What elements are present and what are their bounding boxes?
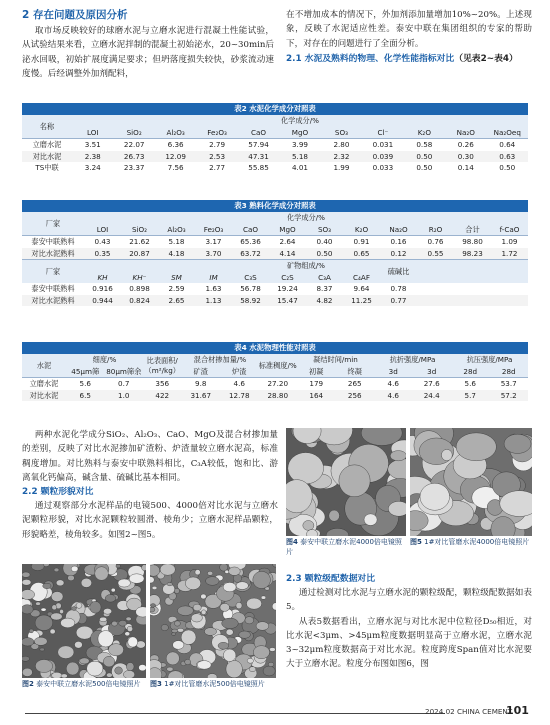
table-3-cell: 0.824 [121, 295, 158, 307]
section-2-3-paragraph-2: 从表5数据看出，立磨水泥与对比水泥中位粒径D₅₀相近，对比水泥<3μm、>45μm粒度数据明显高于立磨水泥，立磨水泥3~32μm粒度数据高于对比水泥。粒度跨度Span值对比水泥要大于立磨水泥。粒度分布图如图6，图 [286, 616, 532, 670]
table-3-modulus-header: SM [158, 272, 195, 284]
table-3-cell: 21.62 [121, 236, 158, 248]
footer-rule [25, 713, 445, 714]
table-2-cell: 3.24 [84, 163, 101, 173]
table-4-cell: 27.6 [413, 378, 452, 390]
table-3-cell: 0.35 [84, 248, 121, 260]
table-4-set-a: 初凝 [297, 366, 336, 378]
table-4-mix-a: 矿渣 [182, 366, 221, 378]
table-4-sieve80: 80μm筛余 [106, 366, 142, 376]
figure-5-photo [410, 428, 532, 536]
footer-journal: 2024.02 CHINA CEMENT [425, 707, 513, 716]
table-3-cell: 8.37 [316, 284, 333, 294]
table-3-cell: 19.24 [277, 284, 298, 294]
table-4-cell: 0.7 [105, 378, 144, 390]
section-2-3-column [286, 572, 532, 672]
table-4-cell: 1.0 [105, 390, 144, 402]
table-3-row-name: 泰安中联熟料 [31, 284, 75, 294]
table-4-row [22, 390, 528, 402]
table-2-header: Cl⁻ [362, 127, 403, 139]
table-4-cell: 164 [297, 390, 336, 402]
table-3-cell: 58.92 [232, 295, 269, 307]
section-2-2-heading: 2.2 颗粒形貌对比 [22, 487, 94, 498]
table-2-row [22, 162, 528, 174]
table-3-cell: 1.13 [195, 295, 232, 307]
table-2-cell: 6.36 [155, 139, 196, 151]
table-2-cell: 0.58 [404, 139, 445, 151]
analysis-paragraph: 两种水泥化学成分SiO₂、Al₂O₃、CaO、MgO及混合材掺加量的差别，反映了对比水泥掺加矿渣粉、炉渣量较立磨水泥高，标准稠度增加。对比熟料与泰安中联熟料相比，C₃A较低，饱和比、游离氧化钙偏高，碱含量、硫碱比基本相同。 [22, 430, 278, 483]
table-3-header: LOI [84, 224, 121, 236]
section-2-1-ref: （见表2~表4） [454, 53, 518, 64]
table-3-cell: 0.50 [306, 248, 343, 260]
table-3-header: Fe₂O₃ [195, 224, 232, 236]
table-2-cell: 4.01 [291, 163, 308, 173]
table-4-cell: 265 [336, 378, 375, 390]
table-3 [22, 200, 528, 306]
table-3-mineral-header: C₄AF [343, 272, 380, 284]
table-4-set-header: 凝结时间/min [297, 354, 374, 366]
table-3-header: Al₂O₃ [158, 224, 195, 236]
table-3-row-name: 对比水泥熟料 [22, 248, 84, 260]
table-3-cell: 0.76 [417, 236, 454, 248]
table-3-cell: 2.65 [158, 295, 195, 307]
table-2-cell: 3.51 [72, 139, 113, 151]
table-3-header: f-CaO [491, 224, 528, 236]
table-2-cell: 22.07 [113, 139, 154, 151]
table-4-sa-header: 比表面积/（m²/kg） [143, 354, 182, 378]
table-2-cell: 5.18 [279, 151, 320, 163]
table-4-cement-header: 水泥 [22, 354, 66, 378]
table-2-header: Al₂O₃ [155, 127, 196, 139]
table-3-cell: 9.64 [353, 284, 370, 294]
table-4-cell: 5.7 [451, 390, 490, 402]
table-2-cell: 2.32 [321, 151, 362, 163]
table-4-cell: 5.6 [66, 378, 105, 390]
table-3-header: R₂O [417, 224, 454, 236]
table-4-fineness-header: 细度/% [66, 354, 143, 366]
table-3-cell: 20.87 [121, 248, 158, 260]
table-3-header: MgO [269, 224, 306, 236]
table-4-comp-3d: 28d [451, 366, 490, 378]
table-2-header: K₂O [404, 127, 445, 139]
table-4-row-name: 立磨水泥 [22, 378, 66, 390]
table-3-cell: 11.25 [343, 295, 380, 307]
table-3-row-name: 泰安中联熟料 [22, 236, 84, 248]
table-4-cell: 6.5 [66, 390, 105, 402]
table-3-cell: 0.65 [343, 248, 380, 260]
table-2-cell: 57.94 [238, 139, 279, 151]
page-number: 101 [506, 704, 529, 717]
table-3-cell: 4.18 [158, 248, 195, 260]
table-2-cell: 1.99 [333, 163, 350, 173]
table-2-cell: 0.63 [487, 151, 528, 163]
table-3-cell: 1.63 [205, 284, 222, 294]
intro-left-column [22, 8, 274, 81]
table-4-sieve45: 45μm筛 [66, 366, 105, 378]
table-3-header: 合计 [454, 224, 491, 236]
table-4-mix-header: 混合材掺加量/% [182, 354, 259, 366]
table-3-cell: 0.898 [129, 284, 150, 294]
table-2-cell: 2.77 [209, 163, 226, 173]
table-2-row-name: 对比水泥 [22, 151, 72, 163]
table-2-name-header: 名称 [22, 115, 72, 139]
table-3-cell: 1.09 [491, 236, 528, 248]
table-4-caption: 表4 水泥物理性能对照表 [22, 342, 528, 354]
table-3-factory-header-2: 厂家 [22, 260, 84, 284]
table-4-cell: 24.4 [413, 390, 452, 402]
table-4-cell: 57.2 [490, 390, 529, 402]
table-2-group-header: 化学成分/% [72, 115, 528, 127]
table-4-grid [22, 354, 528, 401]
table-3-cell: 0.40 [306, 236, 343, 248]
figure-4-photo [286, 428, 406, 536]
table-2-caption: 表2 水泥化学成分对照表 [22, 103, 528, 115]
table-2-header: SO₃ [321, 127, 362, 139]
table-2-cell: 12.09 [155, 151, 196, 163]
table-3-group2-header: 矿物组成/% [232, 260, 380, 272]
table-4-cell: 5.6 [451, 378, 490, 390]
table-3-header: CaO [232, 224, 269, 236]
table-2-cell: 2.79 [196, 139, 237, 151]
table-4-cell: 179 [297, 378, 336, 390]
table-2-cell: 23.37 [123, 163, 145, 173]
table-4-cell: 12.78 [220, 390, 259, 402]
table-3-mineral-header: C₂S [269, 272, 306, 284]
table-4-cell: 4.6 [220, 378, 259, 390]
table-2-header: CaO [238, 127, 279, 139]
table-3-grid [22, 212, 528, 306]
table-3-cell: 1.72 [491, 248, 528, 260]
table-3-cell: 4.14 [269, 248, 306, 260]
page-footer [0, 703, 550, 725]
table-2-cell: 0.039 [362, 151, 403, 163]
table-3-mineral-row [22, 283, 528, 295]
table-3-cell: 0.43 [84, 236, 121, 248]
figure-2-photo [22, 564, 146, 678]
table-4-cell: 4.6 [374, 378, 413, 390]
table-4-std-header: 标准稠度/% [259, 354, 298, 378]
table-2-cell: 0.033 [372, 163, 394, 173]
table-3-cell: 0.12 [380, 248, 417, 260]
table-3-header: K₂O [343, 224, 380, 236]
table-2-row-name: 立磨水泥 [22, 139, 72, 151]
table-2-row [22, 139, 528, 151]
table-3-modulus-header: KH⁻ [121, 272, 158, 284]
table-3-caption: 表3 熟料化学成分对照表 [22, 200, 528, 212]
table-2-header: Na₂Oeq [487, 127, 528, 139]
table-2-cell: 0.14 [457, 163, 474, 173]
section-2-1-heading [286, 52, 532, 66]
table-2-row-name: TS中联 [35, 163, 59, 173]
section-2-3-paragraph-1: 通过检测对比水泥与立磨水泥的颗粒级配，颗粒级配数据如表5。 [286, 588, 532, 613]
table-4-set-b: 终凝 [336, 366, 375, 378]
table-3-row [22, 248, 528, 260]
table-3-cell: 4.82 [306, 295, 343, 307]
table-4-cell: 28.80 [259, 390, 298, 402]
table-2-cell: 2.38 [72, 151, 113, 163]
table-3-modulus-header: IM [195, 272, 232, 284]
table-3-mineral-header: C₃S [232, 272, 269, 284]
table-3-group1-header: 化学成分/% [84, 212, 528, 224]
table-2-cell: 0.26 [445, 139, 486, 151]
table-2-header: Na₂O [445, 127, 486, 139]
table-4-flex-header: 抗折强度/MPa [374, 354, 451, 366]
table-4-cell: 27.20 [259, 378, 298, 390]
table-3-cell: 56.78 [240, 284, 261, 294]
intro-right-column [286, 8, 532, 66]
table-3-cell: 0.55 [417, 248, 454, 260]
figure-3-caption: 图3 1#对比管磨水泥500倍电镜照片 [150, 680, 265, 688]
table-2-cell: 47.31 [238, 151, 279, 163]
table-3-cell: 5.18 [158, 236, 195, 248]
table-3-cell: 98.80 [454, 236, 491, 248]
table-2-row [22, 151, 528, 163]
table-3-cell: 0.916 [92, 284, 113, 294]
table-3-header: SiO₂ [121, 224, 158, 236]
table-3-cell: 2.59 [168, 284, 185, 294]
table-2-grid [22, 115, 528, 174]
table-3-cell: 2.64 [269, 236, 306, 248]
table-3-cell: 3.70 [195, 248, 232, 260]
table-2-cell: 2.53 [196, 151, 237, 163]
table-4-flex-28d: 3d [413, 366, 452, 378]
table-3-cell: 0.944 [84, 295, 121, 307]
table-3-factory-header: 厂家 [22, 212, 84, 236]
table-2-cell: 26.73 [113, 151, 154, 163]
table-3-cell: 15.47 [269, 295, 306, 307]
table-3-cell: 0.16 [380, 236, 417, 248]
table-3-row [22, 236, 528, 248]
table-3-alkali-header: 硫碱比 [380, 260, 417, 284]
table-3-cell: 0.78 [390, 284, 407, 294]
table-3-header: Na₂O [380, 224, 417, 236]
table-2 [22, 103, 528, 174]
table-4-row-name: 对比水泥 [22, 390, 66, 402]
table-4-cell: 422 [143, 390, 182, 402]
figure-5-caption: 图5 1#对比管磨水泥4000倍电镜照片 [410, 538, 530, 546]
table-2-cell: 0.031 [362, 139, 403, 151]
intro-paragraph-1: 取市场反映较好的球磨水泥与立磨水泥进行混凝土性能试验，从试验结果来看，立磨水泥拌制的混凝土初始泌水，20~30min后泌水回吸，初始扩展度满足要求；但坍落度损失较快，砂浆流动速度慢。后经调整外加剂配料， [22, 26, 274, 79]
table-3-cell: 63.72 [232, 248, 269, 260]
section-2-1-title: 2.1 水泥及熟料的物理、化学性能指标对比 [286, 53, 455, 64]
table-4-cell: 4.6 [374, 390, 413, 402]
section-2-3-heading: 2.3 颗粒级配数据对比 [286, 574, 376, 584]
figure-4-caption: 图4 泰安中联立磨水泥4000倍电镜照片 [286, 538, 402, 556]
table-3-header: SO₃ [306, 224, 343, 236]
table-4-cell: 31.67 [182, 390, 221, 402]
table-3-mineral-row [22, 295, 528, 307]
table-3-row-name: 对比水泥熟料 [22, 295, 84, 307]
table-4-cell: 9.8 [182, 378, 221, 390]
intro-paragraph-2: 在不增加成本的情况下，外加剂添加量增加10%~20%。上述现象，反映了水泥适应性差。泰安中联在集团组织的专家的帮助下，对存在的问题进行了全面分析。 [286, 10, 532, 49]
table-2-cell: 0.50 [499, 163, 516, 173]
table-2-cell: 0.64 [487, 139, 528, 151]
table-2-header: SiO₂ [113, 127, 154, 139]
table-2-cell: 55.85 [248, 163, 269, 173]
table-2-cell: 2.80 [321, 139, 362, 151]
table-2-header: Fe₂O₃ [196, 127, 237, 139]
analysis-left-column [22, 428, 278, 542]
table-3-mineral-header: C₃A [306, 272, 343, 284]
table-4-mix-b: 炉渣 [220, 366, 259, 378]
table-4-cell: 53.7 [490, 378, 529, 390]
table-2-cell: 0.50 [404, 151, 445, 163]
table-4-comp-header: 抗压强度/MPa [451, 354, 528, 366]
table-3-cell: 3.17 [195, 236, 232, 248]
table-4-row [22, 378, 528, 390]
table-4 [22, 342, 528, 401]
table-2-header: MgO [279, 127, 320, 139]
table-2-cell: 0.50 [416, 163, 433, 173]
table-4-cell: 256 [336, 390, 375, 402]
table-2-cell: 7.56 [167, 163, 184, 173]
table-3-cell: 0.77 [380, 295, 417, 307]
table-3-modulus-header: KH [84, 272, 121, 284]
table-4-flex-3d: 3d [374, 366, 413, 378]
table-2-cell: 0.30 [445, 151, 486, 163]
table-3-cell: 65.36 [232, 236, 269, 248]
table-2-cell: 3.99 [279, 139, 320, 151]
table-3-cell: 0.91 [343, 236, 380, 248]
table-4-comp-28d: 28d [490, 366, 529, 378]
figure-2-caption: 图2 泰安中联立磨水泥500倍电镜照片 [22, 680, 141, 688]
table-3-cell: 98.23 [454, 248, 491, 260]
figure-3-photo [150, 564, 276, 678]
table-4-cell: 356 [143, 378, 182, 390]
table-2-header: LOI [72, 127, 113, 139]
section-2-2-paragraph: 通过观察部分水泥样品的电镜500、4000倍对比水泥与立磨水泥颗粒形貌，对比水泥颗粒较圆滑、棱角少；立磨水泥样品颗粒，形貌略差，棱角较多。如图2~图5。 [22, 501, 278, 540]
section-2-heading: 2 存在问题及原因分析 [22, 9, 128, 21]
